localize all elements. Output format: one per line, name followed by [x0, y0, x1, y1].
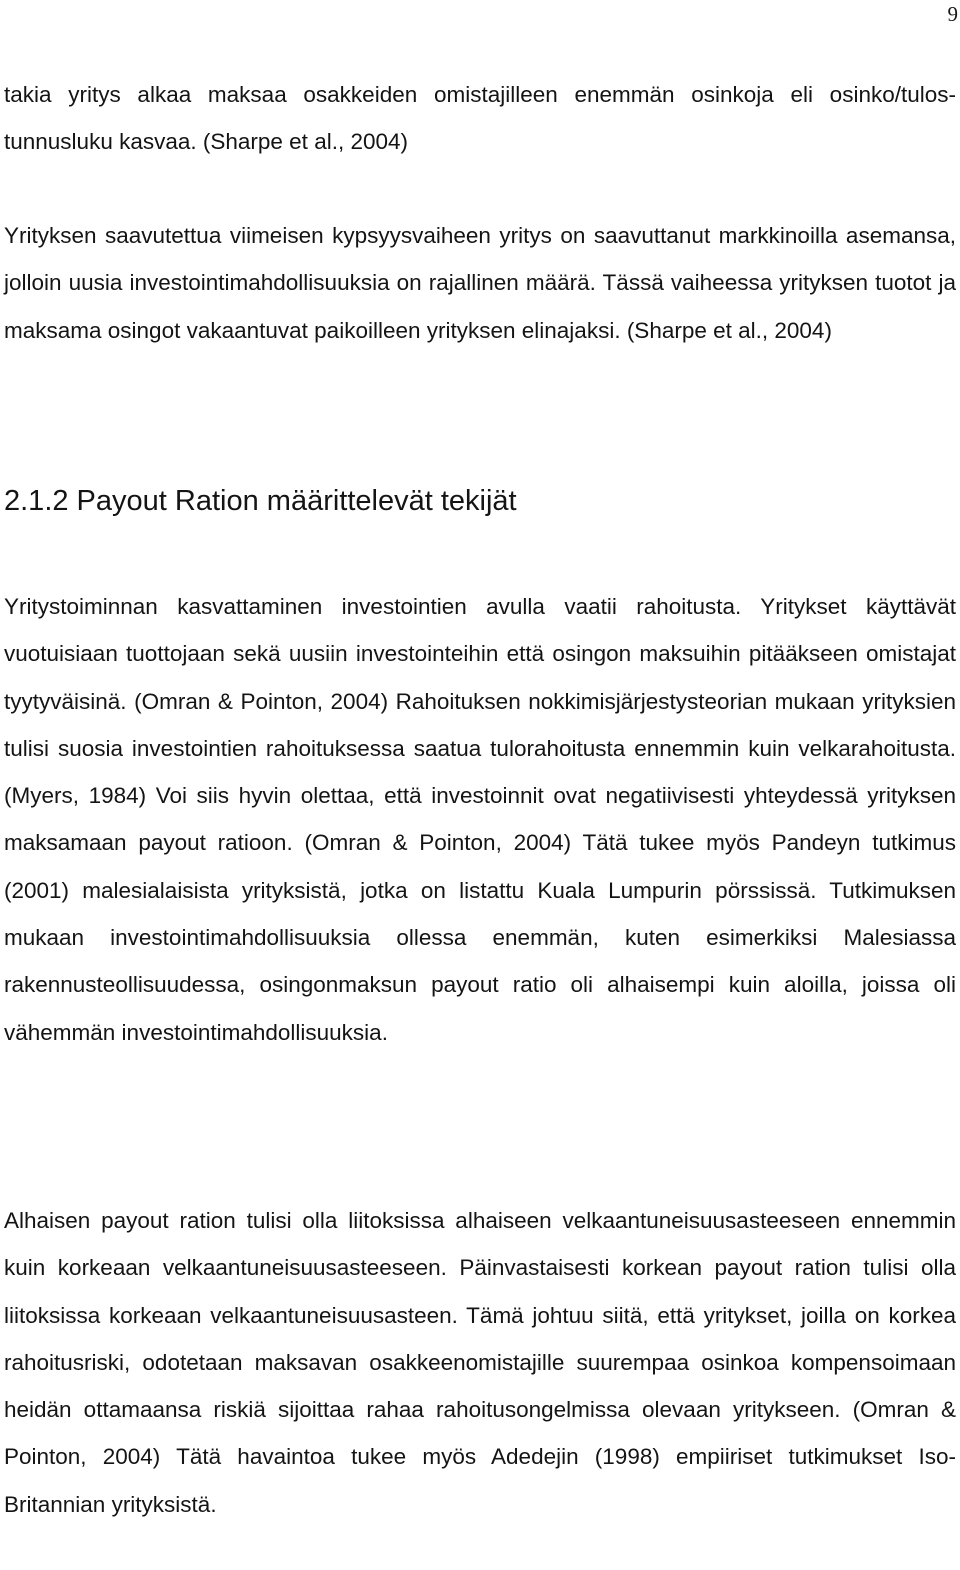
body-paragraph: takia yritys alkaa maksaa osakkeiden omistajilleen enemmän osinkoja eli osinko/tulos- tunnusluku kasvaa. (Sharpe et al., 2004)	[4, 82, 956, 155]
body-paragraph: Yrityksen saavutettua viimeisen kypsyysvaiheen yritys on saavuttanut markkinoilla asemansa, jolloin uusia investointimahdollisuuksia on rajallinen määrä. Tässä vaiheessa yrityksen tuotot ja maksama osingot vakaantuvat paikoilleen yrityksen elinajaksi. (Sharpe et al., 2004)	[4, 223, 956, 343]
page-number: 9	[947, 2, 958, 26]
section-heading: 2.1.2 Payout Ration määrittelevät tekijät	[4, 485, 517, 517]
section-paragraph: Yritystoiminnan kasvattaminen investointien avulla vaatii rahoitusta. Yritykset käyttävät vuotuisiaan tuottojaan sekä uusiin investointeihin että osingon maksuihin pitääkseen omistajat tyytyväisinä. (Omran & Pointon, 2004) Rahoituksen nokkimisjärjestysteorian mukaan yrityksien tulisi suosia investointien rahoituksessa saatua tulorahoitusta ennemmin kuin velkarahoitusta. (Myers, 1984) Voi siis hyvin olettaa, että investoinnit ovat negatiivisesti yhteydessä yrityksen maksamaan payout ratioon. (Omran & Pointon, 2004) Tätä tukee myös Pandeyn tutkimus (2001) malesialaisista yrityksistä, jotka on listattu Kuala Lumpurin pörssissä. Tutkimuksen mukaan investointimahdollisuuksia ollessa enemmän, kuten esimerkiksi Malesiassa rakennusteollisuudessa, osingonmaksun payout ratio oli alhaisempi kuin aloilla, joissa oli vähemmän investointimahdollisuuksia.	[4, 594, 956, 1045]
section-paragraph: Alhaisen payout ration tulisi olla liitoksissa alhaiseen velkaantuneisuusasteeseen ennemmin kuin korkeaan velkaantuneisuusasteeseen. Päinvastaisesti korkean payout ration tulisi olla liitoksissa korkeaan velkaantuneisuusasteen. Tämä johtuu siitä, että yritykset, joilla on korkea rahoitusriski, odotetaan maksavan osakkeenomistajille suurempaa osinkoa kompensoimaan heidän ottamaansa riskiä sijoittaa rahaa rahoitusongelmissa olevaan yritykseen. (Omran & Pointon, 2004) Tätä havaintoa tukee myös Adedejin (1998) empiiriset tutkimukset Iso-Britannian yrityksistä.	[4, 1208, 956, 1517]
